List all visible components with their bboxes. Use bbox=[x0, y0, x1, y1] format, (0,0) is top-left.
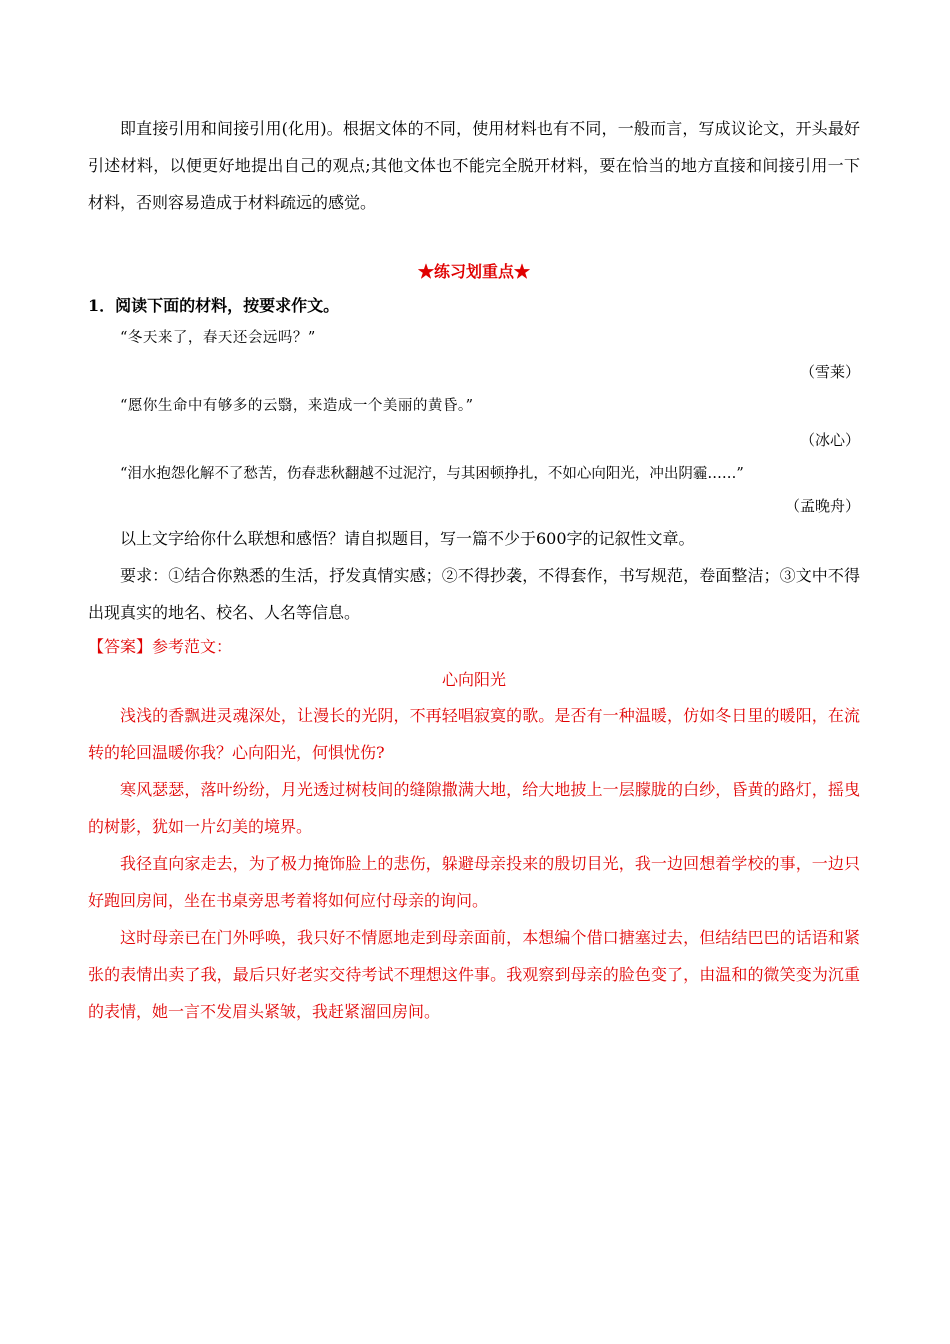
quote-3: “泪水抱怨化解不了愁苦，伤春悲秋翻越不过泥泞，与其困顿挣扎，不如心向阳光，冲出阴霾……” bbox=[120, 466, 744, 482]
essay-title: 心向阳光 bbox=[441, 670, 506, 689]
document-page bbox=[88, 110, 860, 1030]
essay-paragraph-2: 寒风瑟瑟，落叶纷纷，月光透过树枝间的缝隙撒满大地，给大地披上一层朦胧的白纱，昏黄的路灯，摇曳的树影，犹如一片幻美的境界。 bbox=[88, 780, 860, 836]
quote-2-author: （冰心） bbox=[799, 431, 860, 449]
essay-paragraph-1: 浅浅的香飘进灵魂深处，让漫长的光阴，不再轻唱寂寞的歌。是否有一种温暖，仿如冬日里的暖阳，在流转的轮回温暖你我？心向阳光，何惧忧伤? bbox=[88, 706, 860, 762]
quote-2: “愿你生命中有够多的云翳，来造成一个美丽的黄昏。” bbox=[120, 398, 474, 414]
question-prompt: 以上文字给你什么联想和感悟？请自拟题目，写一篇不少于600字的记叙性文章。 bbox=[120, 529, 695, 548]
intro-paragraph: 即直接引用和间接引用(化用)。根据文体的不同，使用材料也有不同，一般而言，写成议论文，开头最好引述材料，以便更好地提出自己的观点;其他文体也不能完全脱开材料，要在恰当的地方直接和间接引用一下材料，否则容易造成于材料疏远的感觉。 bbox=[88, 119, 860, 212]
question-label: 1．阅读下面的材料，按要求作文。 bbox=[88, 296, 340, 315]
question-requirements: 要求：①结合你熟悉的生活，抒发真情实感；②不得抄袭，不得套作，书写规范，卷面整洁；③文中不得出现真实的地名、校名、人名等信息。 bbox=[88, 566, 860, 622]
section-title: ★练习划重点★ bbox=[417, 262, 530, 281]
essay-paragraph-3: 我径直向家走去，为了极力掩饰脸上的悲伤，躲避母亲投来的殷切目光，我一边回想着学校的事，一边只好跑回房间，坐在书桌旁思考着将如何应付母亲的询问。 bbox=[88, 854, 860, 910]
quote-1-author: （雪莱） bbox=[799, 363, 860, 381]
quote-1: “冬天来了，春天还会远吗？” bbox=[120, 330, 316, 346]
essay-paragraph-4: 这时母亲已在门外呼唤，我只好不情愿地走到母亲面前，本想编个借口搪塞过去，但结结巴巴的话语和紧张的表情出卖了我，最后只好老实交待考试不理想这件事。我观察到母亲的脸色变了，由温和的微笑变为沉重的表情，她一言不发眉头紧皱，我赶紧溜回房间。 bbox=[88, 928, 860, 1021]
quote-3-author: （孟晚舟） bbox=[784, 497, 860, 515]
answer-label: 【答案】参考范文： bbox=[88, 637, 233, 656]
